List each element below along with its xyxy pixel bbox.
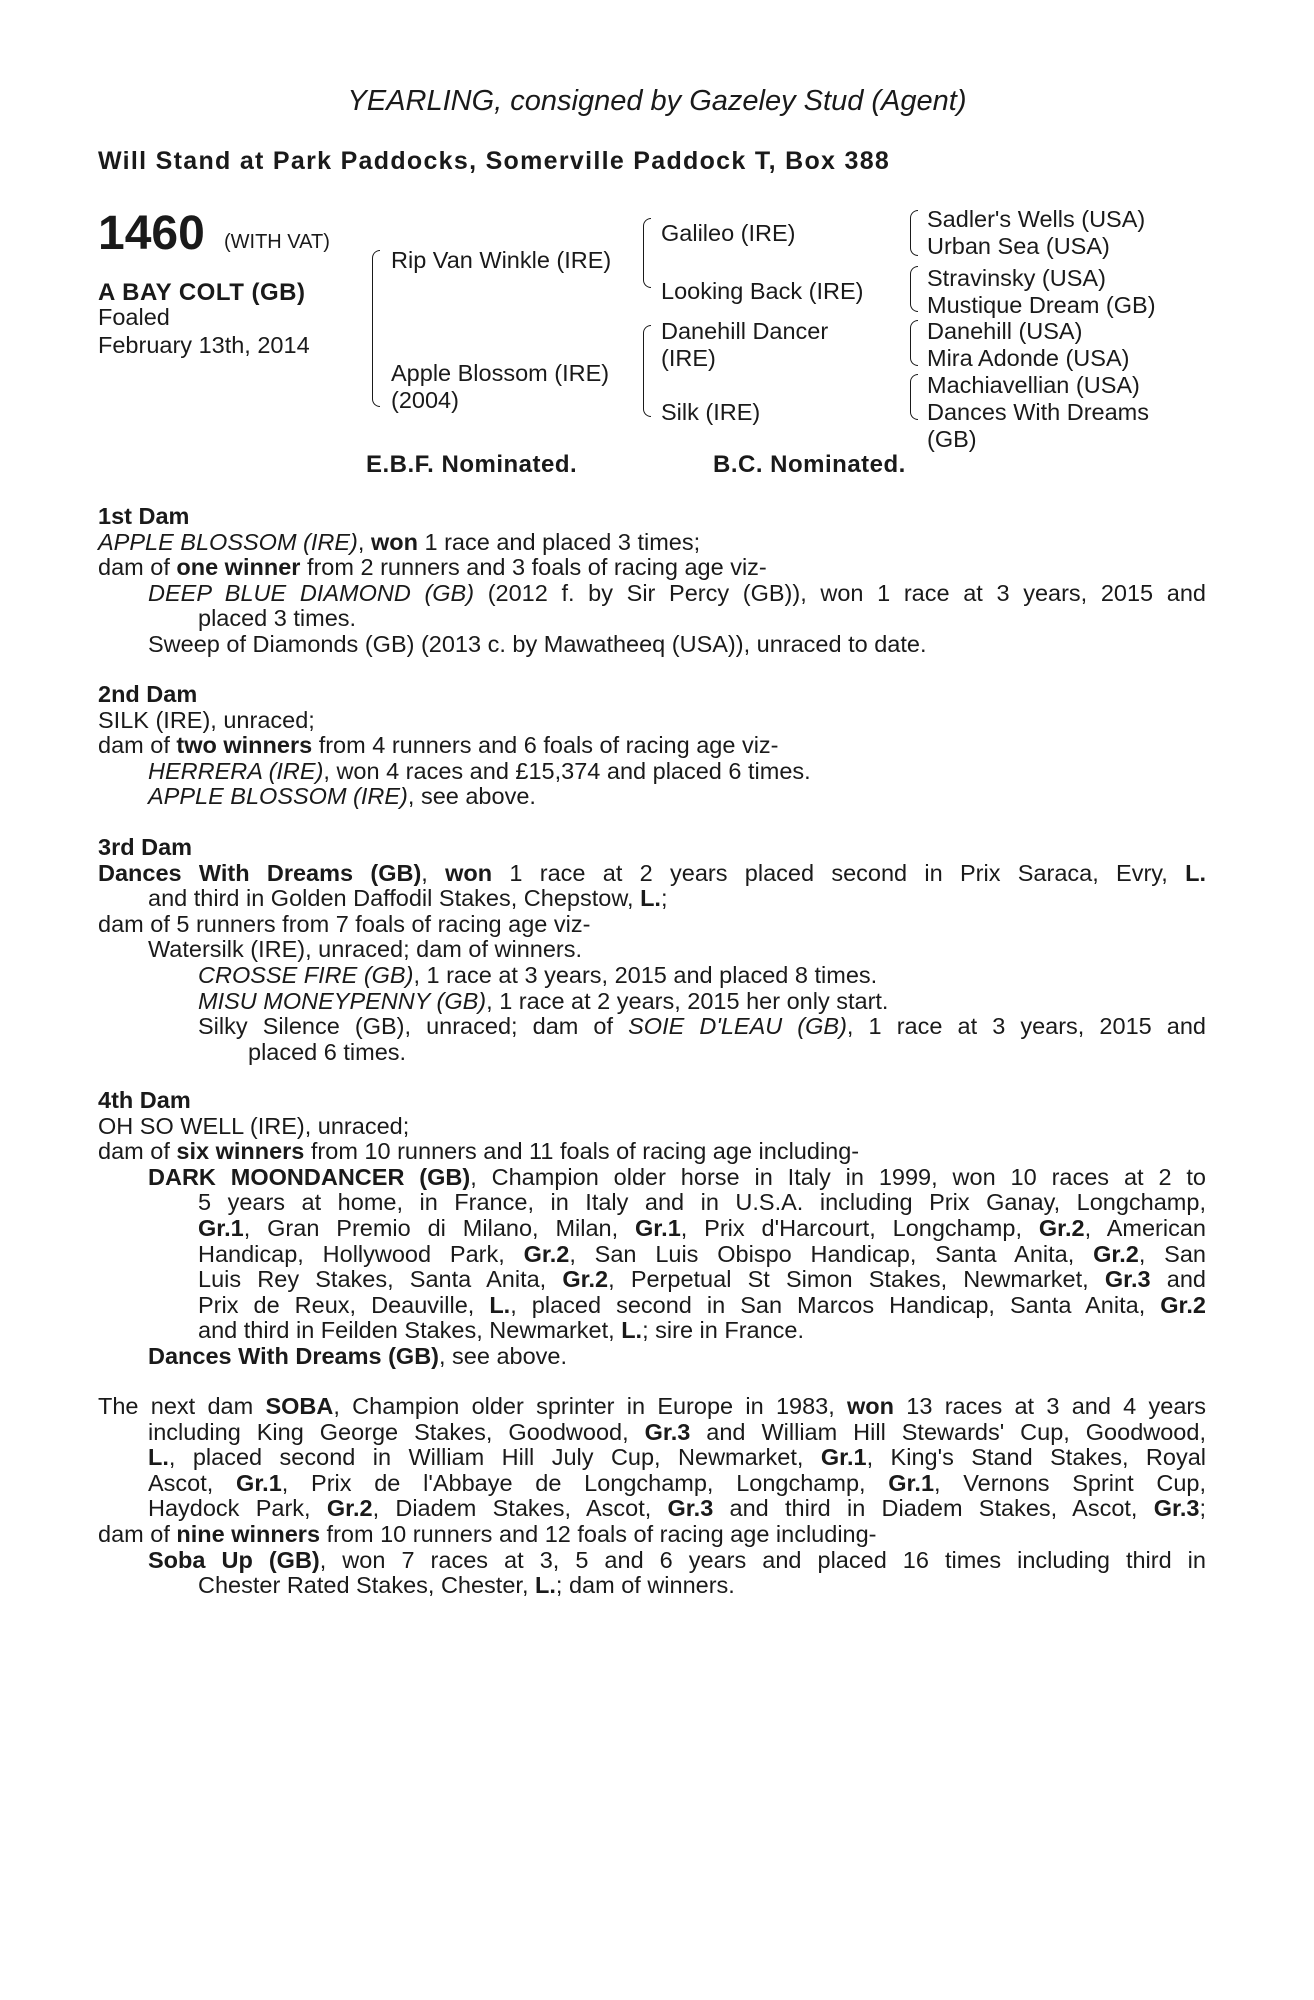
produce-entry: Soba Up (GB), won 7 races at 3, 5 and 6 years and placed 16 times including third in [148,1546,1206,1573]
produce-entry-continued: Luis Rey Stakes, Santa Anita, Gr.2, Perpetual St Simon Stakes, Newmarket, Gr.3 and [198,1266,1206,1293]
pedigree-sire-sire: Galileo (IRE) [661,220,796,246]
produce-entry-continued: and third in Feilden Stakes, Newmarket, L.; sire in France. [198,1317,805,1344]
third-dam-section [98,835,1206,1065]
dam-produce-summary: dam of six winners from 10 runners and 11 foals of racing age including- [98,1138,860,1165]
dam-record-continued: Haydock Park, Gr.2, Diadem Stakes, Ascot, Gr.3 and third in Diadem Stakes, Ascot, Gr.3; [148,1495,1206,1522]
produce-entry-continued: placed 6 times. [248,1038,407,1065]
produce-entry-continued: 5 years at home, in France, in Italy and in U.S.A. including Prix Ganay, Longchamp, [198,1189,1206,1216]
second-dam-section [98,682,1206,810]
produce-entry: Sweep of Diamonds (GB) (2013 c. by Mawatheeq (USA)), unraced to date. [148,630,927,657]
dam-produce-summary: dam of one winner from 2 runners and 3 foals of racing age viz- [98,554,767,581]
pedigree-brace [372,250,380,407]
pedigree-dam-dam: Silk (IRE) [661,399,761,425]
next-dam-section [98,1394,1206,1599]
dam-record: The next dam SOBA, Champion older sprinter in Europe in 1983, won 13 races at 3 and 4 years [98,1393,1206,1419]
pedigree-brace [910,320,918,366]
produce-entry: Dances With Dreams (GB), see above. [148,1342,568,1369]
pedigree-g3-5: Danehill (USA) [927,318,1083,344]
ebf-nomination: E.B.F. Nominated. [366,451,578,478]
fourth-dam-section [98,1088,1206,1370]
dam-record-continued: Ascot, Gr.1, Prix de l'Abbaye de Longchamp, Longchamp, Gr.1, Vernons Sprint Cup, [148,1469,1206,1496]
produce-entry: MISU MONEYPENNY (GB), 1 race at 2 years, 2015 her only start. [198,987,889,1014]
pedigree-brace [643,218,651,288]
pedigree-g3-6: Mira Adonde (USA) [927,345,1130,371]
produce-entry: Silky Silence (GB), unraced; dam of SOIE D'LEAU (GB), 1 race at 3 years, 2015 and [198,1013,1207,1040]
pedigree-g3-4: Mustique Dream (GB) [927,292,1156,318]
lot-description: A BAY COLT (GB) [98,279,306,306]
vat-note: (WITH VAT) [224,231,330,253]
dam-record-continued: including King George Stakes, Goodwood, Gr.3 and William Hill Stewards' Cup, Goodwood, [148,1418,1206,1445]
dam-produce-summary: dam of two winners from 4 runners and 6 foals of racing age viz- [98,732,779,759]
stand-location: Will Stand at Park Paddocks, Somerville Paddock T, Box 388 [98,147,891,175]
pedigree-brace [910,210,918,256]
produce-entry-continued: Prix de Reux, Deauville, L., placed second in San Marcos Handicap, Santa Anita, Gr.2 [198,1291,1206,1318]
pedigree-sire: Rip Van Winkle (IRE) [391,247,612,273]
section-heading: 1st Dam [98,503,190,529]
section-heading: 2nd Dam [98,681,198,707]
pedigree-dam-year: (2004) [391,387,459,413]
pedigree-g3-2: Urban Sea (USA) [927,233,1110,259]
pedigree-brace [643,325,651,417]
dam-record-continued: L., placed second in William Hill July Cup, Newmarket, Gr.1, King's Stand Stakes, Royal [148,1444,1207,1471]
pedigree-g3-8: Dances With Dreams [927,399,1149,425]
produce-entry-continued: Gr.1, Gran Premio di Milano, Milan, Gr.1, Prix d'Harcourt, Longchamp, Gr.2, American [198,1214,1206,1241]
pedigree-dam-sire: Danehill Dancer [661,318,829,344]
dam-produce-summary: dam of 5 runners from 7 foals of racing age viz- [98,910,591,937]
dam-record: APPLE BLOSSOM (IRE), won 1 race and placed 3 times; [98,528,701,555]
section-heading: 3rd Dam [98,834,193,860]
produce-entry: Watersilk (IRE), unraced; dam of winners. [148,936,583,963]
pedigree-g3-7: Machiavellian (USA) [927,372,1140,398]
pedigree-brace [910,374,918,420]
produce-entry: CROSSE FIRE (GB), 1 race at 3 years, 2015 and placed 8 times. [198,961,878,988]
produce-entry-continued: Handicap, Hollywood Park, Gr.2, San Luis Obispo Handicap, Santa Anita, Gr.2, San [198,1240,1206,1267]
pedigree-sire-dam: Looking Back (IRE) [661,278,864,304]
foaled-date: February 13th, 2014 [98,332,310,358]
produce-entry-continued: Chester Rated Stakes, Chester, L.; dam of winners. [198,1572,735,1599]
dam-record: Dances With Dreams (GB), won 1 race at 2 years placed second in Prix Saraca, Evry, L. [98,859,1207,886]
dam-record-continued: and third in Golden Daffodil Stakes, Chepstow, L.; [148,885,668,912]
dam-record: OH SO WELL (IRE), unraced; [98,1112,410,1139]
pedigree-brace [910,266,918,312]
pedigree-g3-1: Sadler's Wells (USA) [927,206,1146,232]
foaled-label: Foaled [98,304,170,330]
pedigree-dam: Apple Blossom (IRE) [391,360,610,386]
lot-number: 1460 [98,207,205,260]
produce-entry: APPLE BLOSSOM (IRE), see above. [148,783,536,810]
pedigree-g3-3: Stravinsky (USA) [927,265,1106,291]
produce-entry: DEEP BLUE DIAMOND (GB) (2012 f. by Sir Percy (GB)), won 1 race at 3 years, 2015 and [148,579,1206,606]
first-dam-section [98,504,1206,658]
catalogue-heading: YEARLING, consigned by Gazeley Stud (Agent) [347,85,967,117]
section-heading: 4th Dam [98,1087,191,1113]
dam-record: SILK (IRE), unraced; [98,706,315,733]
dam-produce-summary: dam of nine winners from 10 runners and 12 foals of racing age including- [98,1520,877,1547]
bc-nomination: B.C. Nominated. [713,451,906,478]
pedigree-dam-sire-country: (IRE) [661,345,716,371]
pedigree-g3-8-country: (GB) [927,426,977,452]
produce-entry-continued: placed 3 times. [198,605,357,632]
produce-entry: DARK MOONDANCER (GB), Champion older horse in Italy in 1999, won 10 races at 2 to [148,1163,1207,1190]
produce-entry: HERRERA (IRE), won 4 races and £15,374 and placed 6 times. [148,757,811,784]
